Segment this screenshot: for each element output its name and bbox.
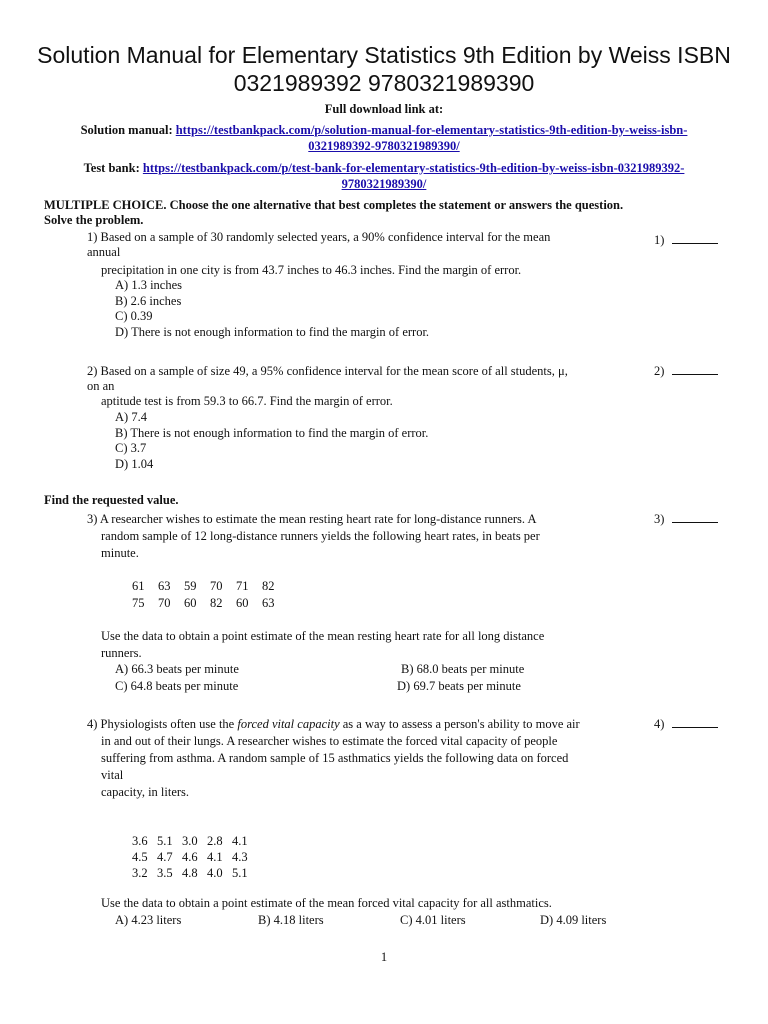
q4-option-d[interactable]: D) 4.09 liters bbox=[540, 913, 607, 927]
q2-answer-blank[interactable] bbox=[672, 364, 718, 375]
q4-data-row2 bbox=[132, 849, 257, 865]
q3-data-value: 63 bbox=[158, 579, 171, 593]
q2-text-line1: 2) Based on a sample of size 49, a 95% confidence interval for the mean score of all students, μ, bbox=[87, 364, 568, 378]
q3-answer-blank[interactable] bbox=[672, 512, 718, 523]
q1-text-line2: annual bbox=[87, 245, 121, 259]
q4-data-value: 4.1 bbox=[207, 850, 223, 864]
q4-data-value: 4.0 bbox=[207, 866, 223, 880]
q4-text-line1-post: as a way to assess a person's ability to move air bbox=[339, 717, 580, 731]
q3-option-b[interactable]: B) 68.0 beats per minute bbox=[401, 662, 525, 676]
q3-data-value: 60 bbox=[184, 596, 197, 610]
q4-data-value: 4.6 bbox=[182, 850, 198, 864]
test-bank-label: Test bank: bbox=[83, 161, 140, 175]
q4-data-value: 4.5 bbox=[132, 850, 148, 864]
q4-text-line1 bbox=[87, 716, 580, 732]
section-heading-requested-value: Find the requested value. bbox=[44, 493, 179, 507]
q3-text-line5: runners. bbox=[101, 646, 142, 660]
q1-answer-blank[interactable] bbox=[672, 233, 718, 244]
q4-term-emphasis: forced vital capacity bbox=[237, 717, 340, 731]
q3-data-value: 82 bbox=[262, 579, 275, 593]
section-subheading: Solve the problem. bbox=[44, 213, 144, 227]
q3-text-line3: minute. bbox=[101, 546, 139, 560]
q3-data-value: 75 bbox=[132, 596, 145, 610]
q4-data-value: 2.8 bbox=[207, 834, 223, 848]
q4-data-value: 3.5 bbox=[157, 866, 173, 880]
q3-data-row2 bbox=[132, 595, 288, 611]
q4-text-line5: capacity, in liters. bbox=[101, 785, 190, 799]
test-bank-line bbox=[0, 160, 768, 176]
q3-option-a[interactable]: A) 66.3 beats per minute bbox=[115, 662, 239, 676]
q4-data-value: 4.7 bbox=[157, 850, 173, 864]
q3-data-value: 82 bbox=[210, 596, 223, 610]
q2-option-b[interactable]: B) There is not enough information to find the margin of error. bbox=[115, 426, 429, 440]
q4-text-line1-pre: 4) Physiologists often use the bbox=[87, 717, 238, 731]
test-bank-link-cont[interactable]: 9780321989390/ bbox=[341, 177, 427, 191]
q2-number: 2) bbox=[654, 364, 665, 378]
q3-option-d[interactable]: D) 69.7 beats per minute bbox=[397, 679, 521, 693]
q3-data-value: 71 bbox=[236, 579, 249, 593]
solution-manual-link-cont[interactable]: 0321989392-9780321989390/ bbox=[308, 139, 460, 153]
q4-text-line4: vital bbox=[101, 768, 124, 782]
q4-data-row1 bbox=[132, 833, 257, 849]
q1-answer-slot[interactable] bbox=[654, 232, 718, 248]
q4-data-value: 5.1 bbox=[157, 834, 173, 848]
q2-text-line2: on an bbox=[87, 379, 115, 393]
q4-text-line2: in and out of their lungs. A researcher wishes to estimate the forced vital capacity of people bbox=[101, 734, 558, 748]
q2-option-d[interactable]: D) 1.04 bbox=[115, 457, 154, 471]
q4-answer-blank[interactable] bbox=[672, 717, 718, 728]
q3-answer-slot[interactable] bbox=[654, 511, 718, 527]
q4-data-value: 4.1 bbox=[232, 834, 248, 848]
q3-data-value: 70 bbox=[210, 579, 223, 593]
q2-text-line3: aptitude test is from 59.3 to 66.7. Find the margin of error. bbox=[101, 394, 393, 408]
test-bank-line2 bbox=[0, 176, 768, 192]
q4-text-line3: suffering from asthma. A random sample of 15 asthmatics yields the following data on forced bbox=[101, 751, 569, 765]
q2-option-c[interactable]: C) 3.7 bbox=[115, 441, 147, 455]
q3-data-value: 61 bbox=[132, 579, 145, 593]
q4-option-b[interactable]: B) 4.18 liters bbox=[258, 913, 324, 927]
solution-manual-link[interactable]: https://testbankpack.com/p/solution-manual-for-elementary-statistics-9th-edition-by-weiss-isbn- bbox=[175, 123, 688, 137]
q3-data-value: 59 bbox=[184, 579, 197, 593]
solution-manual-label: Solution manual: bbox=[80, 123, 173, 137]
q4-data-row3 bbox=[132, 865, 257, 881]
q4-data-value: 3.0 bbox=[182, 834, 198, 848]
q3-text-line1: 3) A researcher wishes to estimate the mean resting heart rate for long-distance runners. A bbox=[87, 512, 537, 526]
q1-text-line3: precipitation in one city is from 43.7 inches to 46.3 inches. Find the margin of error. bbox=[101, 263, 522, 277]
q3-option-c[interactable]: C) 64.8 beats per minute bbox=[115, 679, 239, 693]
q1-option-b[interactable]: B) 2.6 inches bbox=[115, 294, 182, 308]
solution-manual-line bbox=[0, 122, 768, 138]
download-label: Full download link at: bbox=[324, 102, 444, 116]
solution-manual-line2 bbox=[0, 138, 768, 154]
q1-number: 1) bbox=[654, 233, 665, 247]
test-bank-link[interactable]: https://testbankpack.com/p/test-bank-for-elementary-statistics-9th-edition-by-weiss-isbn-0321989392- bbox=[142, 161, 685, 175]
q4-data-value: 4.8 bbox=[182, 866, 198, 880]
q4-text-line6: Use the data to obtain a point estimate of the mean forced vital capacity for all asthmatics. bbox=[101, 896, 552, 910]
q4-data-value: 4.3 bbox=[232, 850, 248, 864]
q3-text-line4: Use the data to obtain a point estimate of the mean resting heart rate for all long distance bbox=[101, 629, 545, 643]
q4-number: 4) bbox=[654, 717, 665, 731]
q4-answer-slot[interactable] bbox=[654, 716, 718, 732]
document-title-line2: 0321989392 9780321989390 bbox=[233, 70, 535, 96]
q1-text-line1: 1) Based on a sample of 30 randomly selected years, a 90% confidence interval for the mean bbox=[87, 230, 551, 244]
q3-data-value: 63 bbox=[262, 596, 275, 610]
q4-option-c[interactable]: C) 4.01 liters bbox=[400, 913, 466, 927]
document-title-line1: Solution Manual for Elementary Statistics 9th Edition by Weiss ISBN bbox=[37, 42, 731, 68]
q4-data-value: 3.2 bbox=[132, 866, 148, 880]
q3-data-row1 bbox=[132, 578, 288, 594]
q1-option-c[interactable]: C) 0.39 bbox=[115, 309, 153, 323]
q3-text-line2: random sample of 12 long-distance runners yields the following heart rates, in beats per bbox=[101, 529, 540, 543]
q4-option-a[interactable]: A) 4.23 liters bbox=[115, 913, 182, 927]
page-number: 1 bbox=[380, 950, 388, 964]
q2-answer-slot[interactable] bbox=[654, 363, 718, 379]
q3-data-value: 60 bbox=[236, 596, 249, 610]
q1-option-d[interactable]: D) There is not enough information to find the margin of error. bbox=[115, 325, 430, 339]
q2-option-a[interactable]: A) 7.4 bbox=[115, 410, 147, 424]
q3-data-value: 70 bbox=[158, 596, 171, 610]
q1-option-a[interactable]: A) 1.3 inches bbox=[115, 278, 182, 292]
q4-data-value: 5.1 bbox=[232, 866, 248, 880]
q3-number: 3) bbox=[654, 512, 665, 526]
section-heading-multiple-choice: MULTIPLE CHOICE. Choose the one alternative that best completes the statement or answers the question. bbox=[44, 198, 624, 212]
q4-data-value: 3.6 bbox=[132, 834, 148, 848]
